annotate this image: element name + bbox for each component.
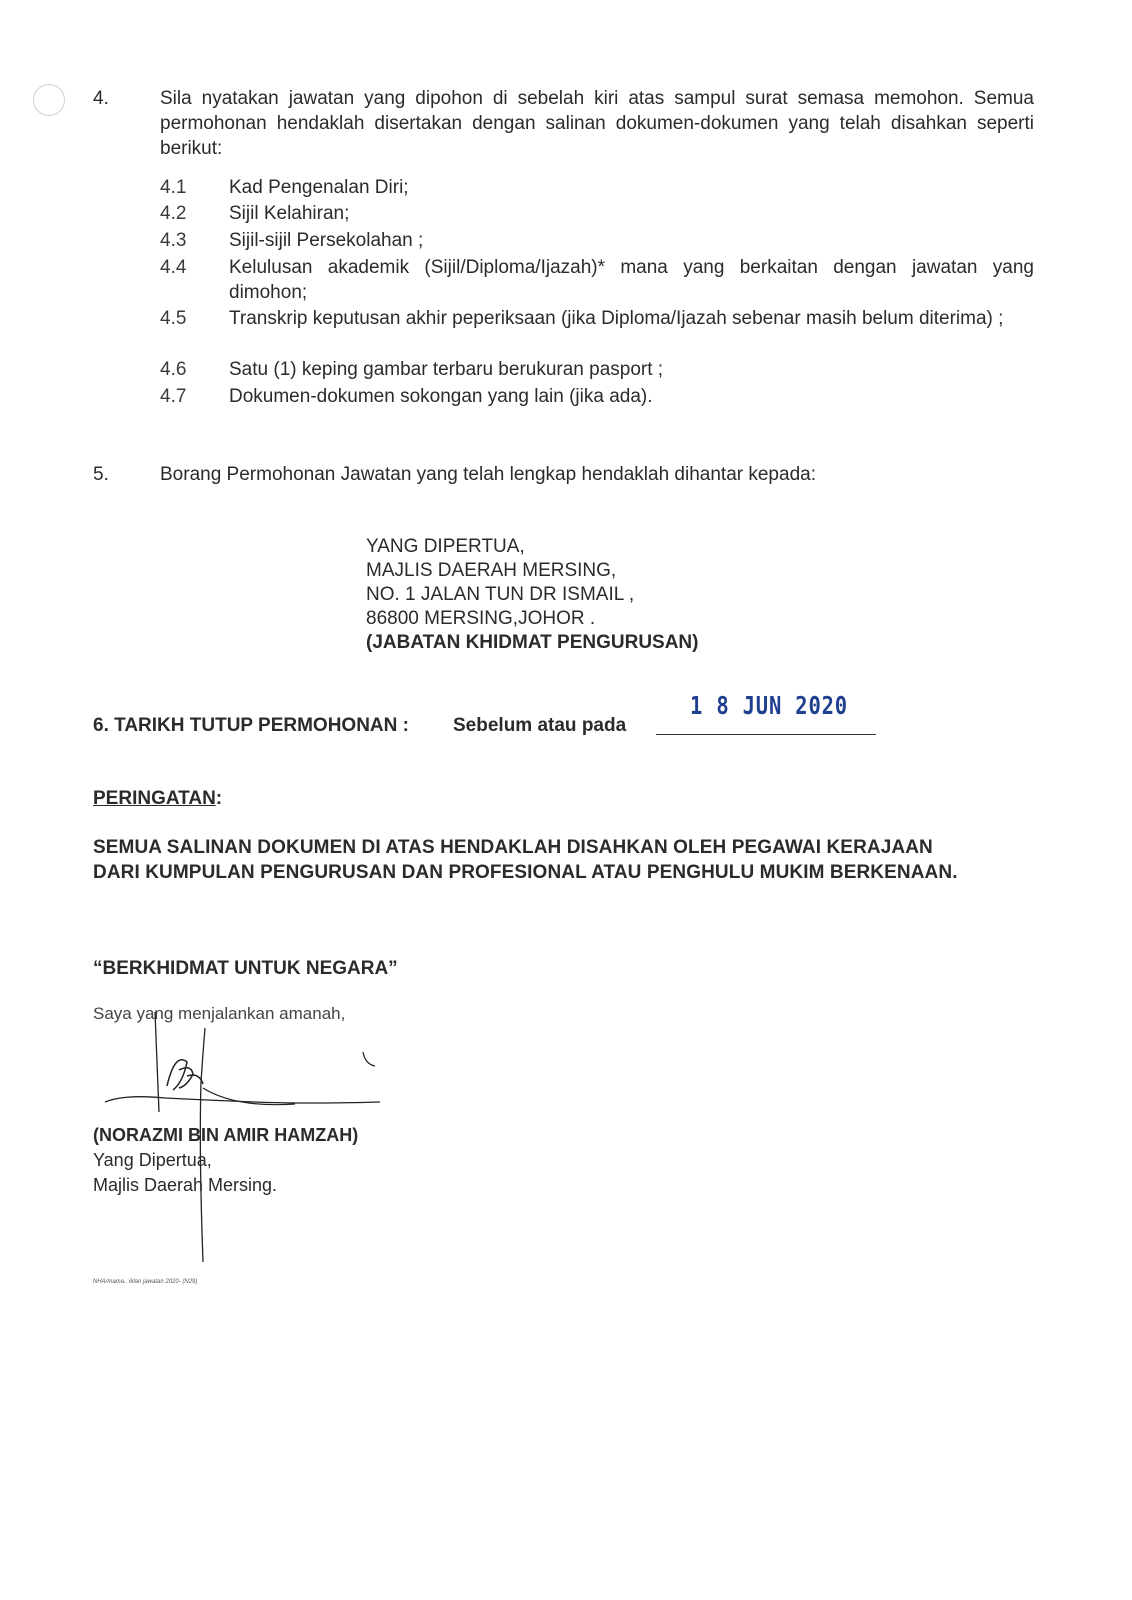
warning-line-1: SEMUA SALINAN DOKUMEN DI ATAS HENDAKLAH DISAHKAN OLEH PEGAWAI KERAJAAN [93, 837, 933, 858]
para4-text: Sila nyatakan jawatan yang dipohon di sebelah kiri atas sampul surat semasa memohon. Semua permohonan hendaklah disertakan dengan salinan dokumen-dokumen yang telah disahkan seperti berikut: [160, 88, 1034, 159]
motto: “BERKHIDMAT UNTUK NEGARA” [93, 958, 398, 979]
signatory-organization: Majlis Daerah Mersing. [93, 1175, 278, 1195]
list-item-number: 4.4 [160, 257, 187, 278]
signatory-name: (NORAZMI BIN AMIR HAMZAH) [93, 1125, 359, 1145]
signatory-title: Yang Dipertua, [93, 1150, 212, 1170]
file-reference: NHA/mama.. iklan jawatan 2020- (N29) [93, 1279, 198, 1285]
para4-number: 4. [93, 88, 109, 109]
list-item-number: 4.5 [160, 308, 187, 329]
address-line: MAJLIS DAERAH MERSING, [366, 560, 617, 581]
list-item-text: Sijil Kelahiran; [229, 203, 350, 224]
list-item-text: Dokumen-dokumen sokongan yang lain (jika ada). [229, 386, 653, 407]
para5-text: Borang Permohonan Jawatan yang telah lengkap hendaklah dihantar kepada: [160, 464, 816, 485]
list-item-number: 4.7 [160, 386, 187, 407]
warning-heading [93, 786, 222, 811]
address-line: YANG DIPERTUA, [366, 536, 525, 557]
date-stamp: 1 8 JUN 2020 [690, 691, 848, 720]
para5-number: 5. [93, 464, 109, 485]
address-line: NO. 1 JALAN TUN DR ISMAIL , [366, 584, 635, 605]
address-department: (JABATAN KHIDMAT PENGURUSAN) [366, 632, 699, 653]
address-line: 86800 MERSING,JOHOR . [366, 608, 596, 629]
list-item-text: Kelulusan akademik (Sijil/Diploma/Ijazah)* mana yang berkaitan dengan jawatan yang dimohon; [229, 257, 1034, 303]
list-item-number: 4.2 [160, 203, 187, 224]
list-item-text: Kad Pengenalan Diri; [229, 177, 409, 198]
list-item-text: Sijil-sijil Persekolahan ; [229, 230, 424, 251]
closing-date-prefix: Sebelum atau pada [453, 715, 627, 736]
list-item-number: 4.1 [160, 177, 187, 198]
date-underline [656, 734, 876, 735]
warning-colon: : [215, 788, 223, 809]
closing-salutation: Saya yang menjalankan amanah, [93, 1004, 346, 1023]
closing-date-label: 6. TARIKH TUTUP PERMOHONAN : [93, 715, 409, 736]
list-item-text: Transkrip keputusan akhir peperiksaan (jika Diploma/Ijazah sebenar masih belum diterima) ; [229, 308, 1004, 329]
warning-line-2: DARI KUMPULAN PENGURUSAN DAN PROFESIONAL ATAU PENGHULU MUKIM BERKENAAN. [93, 862, 958, 883]
warning-title: PERINGATAN [93, 788, 216, 809]
list-item-text: Satu (1) keping gambar terbaru berukuran pasport ; [229, 359, 664, 380]
list-item-number: 4.6 [160, 359, 187, 380]
list-item-number: 4.3 [160, 230, 187, 251]
punch-hole-mark [33, 84, 65, 116]
